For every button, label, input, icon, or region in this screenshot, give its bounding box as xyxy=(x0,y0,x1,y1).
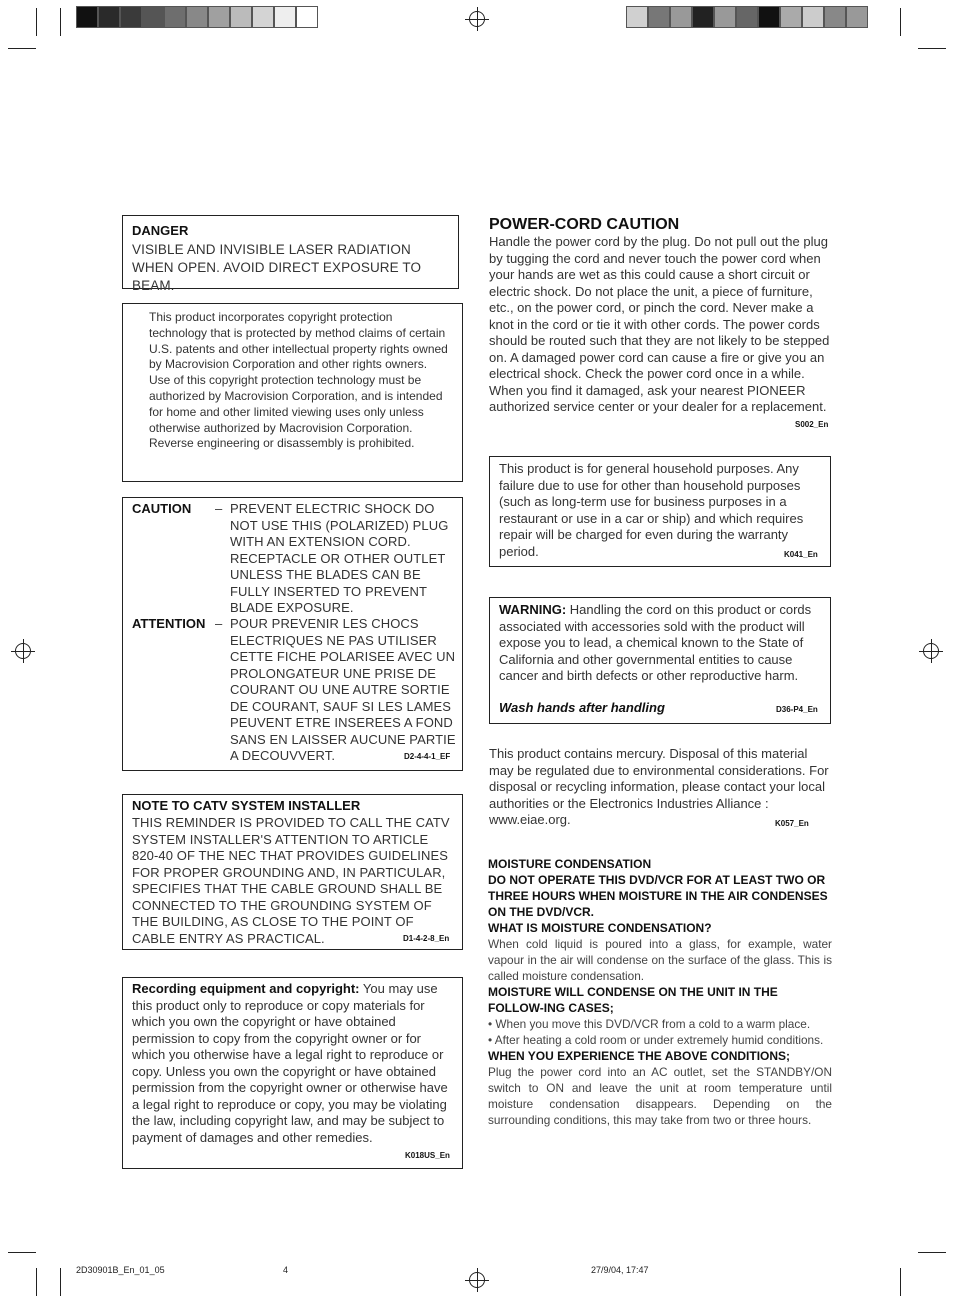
warning-paragraph xyxy=(499,602,824,685)
power-cord-code: S002_En xyxy=(795,420,829,429)
warning-text: Handling the cord on this product or cords associated with accessories sold with the product will expose you to lead, a chemical known to the State of California and other governmental entities to cause cancer and birth defects or other reproductive harm. xyxy=(499,602,812,683)
danger-title: DANGER xyxy=(132,223,189,238)
color-swatch xyxy=(780,6,802,28)
recording-text: You may use this product only to reproduce or copy materials for which you own the copyright or have obtained permission to copy from the copyright owner or for which you otherwise have a legal right to reproduce or copy. Unless you own the copyright or have obtained permission from the copyright owner or otherwise have a legal right to reproduce or copy, you may be violating the law, including copyright law, and may be subject to payment of damages and other remedies. xyxy=(132,981,448,1145)
color-swatch xyxy=(164,6,186,28)
moisture-exp-text: Plug the power cord into an AC outlet, set the STANDBY/ON switch to ON and leave the unit at room temperature until moisture condensation disappears. Depending on the surrounding conditions, this may take from two or three hours. xyxy=(488,1065,832,1127)
catv-box xyxy=(122,794,463,950)
crop-mark xyxy=(36,8,37,36)
moisture-title: MOISTURE CONDENSATION xyxy=(488,857,652,871)
color-swatch xyxy=(736,6,758,28)
household-text: This product is for general household purposes. Any failure due to use for other than household purposes (such as long-term use for business purposes in a restaurant or use in a car or ship) and which requires repair will be charged for even during the warranty period. xyxy=(499,461,804,559)
crop-mark xyxy=(900,8,901,36)
crop-mark xyxy=(900,1268,901,1296)
power-cord-title: POWER-CORD CAUTION xyxy=(489,216,680,233)
crop-mark xyxy=(8,1252,36,1253)
recording-code: K018US_En xyxy=(405,1151,450,1160)
recording-title: Recording equipment and copyright: xyxy=(132,981,360,996)
crop-mark xyxy=(60,1268,61,1296)
danger-text: VISIBLE AND INVISIBLE LASER RADIATION WHEN OPEN. AVOID DIRECT EXPOSURE TO BEAM. xyxy=(132,242,422,293)
catv-text: THIS REMINDER IS PROVIDED TO CALL THE CATV SYSTEM INSTALLER'S ATTENTION TO ARTICLE 820-40 OF THE NEC THAT PROVIDES GUIDELINES FOR PROPER GROUNDING AND, IN PARTICULAR, SPECIFIES THAT THE CABLE GROUND SHALL BE CONNECTED TO THE GROUNDING SYSTEM OF THE BUILDING, AS CLOSE TO THE POINT OF CABLE ENTRY AS PRACTICAL. xyxy=(132,815,450,946)
color-swatch xyxy=(692,6,714,28)
color-swatch xyxy=(76,6,98,28)
wash-hands: Wash hands after handling xyxy=(499,700,665,715)
recording-paragraph xyxy=(132,981,454,1146)
color-swatch xyxy=(846,6,868,28)
moisture-cases-title: MOISTURE WILL CONDENSE ON THE UNIT IN THE FOLLOW-ING CASES; xyxy=(488,985,778,1015)
color-swatch xyxy=(142,6,164,28)
color-swatch xyxy=(186,6,208,28)
footer-page: 4 xyxy=(283,1265,289,1275)
color-swatch xyxy=(758,6,780,28)
moisture-answer: When cold liquid is poured into a glass, for example, water vapour in the air will condense on the surface of the glass. This is called moisture condensation. xyxy=(488,937,832,983)
moisture-question: WHAT IS MOISTURE CONDENSATION? xyxy=(488,921,712,935)
color-swatch xyxy=(648,6,670,28)
mercury-text: This product contains mercury. Disposal of this material may be regulated due to environmental considerations. For disposal or recycling information, please contact your local authorities or the Electronics Industries Alliance : www.eiae.org. xyxy=(489,746,829,827)
color-swatch xyxy=(274,6,296,28)
danger-box xyxy=(122,215,459,293)
color-swatch xyxy=(98,6,120,28)
color-swatch xyxy=(296,6,318,28)
color-swatch xyxy=(714,6,736,28)
household-box xyxy=(489,456,831,567)
moisture-warning: DO NOT OPERATE THIS DVD/VCR FOR AT LEAST TWO OR THREE HOURS WHEN MOISTURE IN THE AIR CONDENSES ON THE DVD/VCR. xyxy=(488,873,828,919)
color-bar-right xyxy=(626,6,868,28)
footer-date: 27/9/04, 17:47 xyxy=(591,1265,649,1275)
attention-text: POUR PREVENIR LES CHOCS ELECTRIQUES NE PAS UTILISER CETTE FICHE POLARISEE AVEC UN PROLONGATEUR UNE PRISE DE COURANT OU UNE AUTRE SORTIE DE COURANT, SAUF SI LES LAMES PEUVENT ETRE INSEREES A FOND SANS EN LAISSER AUCUNE PARTIE A DECOUVVERT. xyxy=(230,616,456,763)
crop-mark xyxy=(918,1252,946,1253)
warning-title: WARNING: xyxy=(499,602,567,617)
warning-box xyxy=(489,597,831,724)
catv-code: D1-4-2-8_En xyxy=(403,934,450,943)
mercury-code: K057_En xyxy=(775,819,809,828)
warning-code: D36-P4_En xyxy=(776,705,818,714)
power-cord-text: Handle the power cord by the plug. Do not pull out the plug by tugging the cord and never touch the power cord when your hands are wet as this could cause a short circuit or electric shock. Do not place the unit, a piece of furniture, etc., on the power cord, or pinch the cord. Never make a knot in the cord or tie it with other cords. The power cords should be routed such that they are not likely to be stepped on. A damaged power cord can cause a fire or give you an electrical shock. Check the power cord once in a while. When you find it damaged, ask your nearest PIONEER authorized service center or your dealer for a replacement. xyxy=(489,234,830,414)
crop-mark xyxy=(8,48,36,49)
registration-mark-icon xyxy=(469,1272,485,1288)
macrovision-box xyxy=(122,303,463,482)
crop-mark xyxy=(918,48,946,49)
moisture-exp-title: WHEN YOU EXPERIENCE THE ABOVE CONDITIONS; xyxy=(488,1049,791,1063)
crop-mark xyxy=(60,8,61,36)
registration-mark-icon xyxy=(469,11,485,27)
moisture-section xyxy=(488,856,832,1128)
moisture-case-1: • When you move this DVD/VCR from a cold to a warm place. xyxy=(488,1017,811,1031)
registration-mark-icon xyxy=(15,643,31,659)
registration-mark-icon xyxy=(923,643,939,659)
catv-title: NOTE TO CATV SYSTEM INSTALLER xyxy=(132,798,361,813)
caution-label: CAUTION xyxy=(132,501,192,516)
caution-text: PREVENT ELECTRIC SHOCK DO NOT USE THIS (POLARIZED) PLUG WITH AN EXTENSION CORD. RECEPTACLE OR OTHER OUTLET UNLESS THE BLADES CAN BE FULLY INSERTED TO PREVENT BLADE EXPOSURE. xyxy=(230,501,449,615)
color-bar-left xyxy=(76,6,318,28)
color-swatch xyxy=(230,6,252,28)
color-swatch xyxy=(824,6,846,28)
household-code: K041_En xyxy=(784,550,818,559)
color-swatch xyxy=(208,6,230,28)
caution-box xyxy=(122,497,463,771)
caution-dash: – xyxy=(215,501,223,516)
macrovision-text: This product incorporates copyright protection technology that is protected by method claims of certain U.S. patents and other intellectual property rights owned by Macrovision Corporation and other rights owners. Use of this copyright protection technology must be authorized by Macrovision Corporation, and is intended for home and other limited viewing uses only unless otherwise authorized by Macrovision Corporation. Reverse engineering or disassembly is prohibited. xyxy=(149,310,448,451)
color-swatch xyxy=(252,6,274,28)
color-swatch xyxy=(670,6,692,28)
attention-label: ATTENTION xyxy=(132,616,206,631)
crop-mark xyxy=(36,1268,37,1296)
color-swatch xyxy=(626,6,648,28)
footer-file: 2D30901B_En_01_05 xyxy=(76,1265,165,1275)
moisture-case-2: • After heating a cold room or under extremely humid conditions. xyxy=(488,1033,824,1047)
attention-dash: – xyxy=(215,616,223,631)
color-swatch xyxy=(120,6,142,28)
recording-box xyxy=(122,977,463,1169)
color-swatch xyxy=(802,6,824,28)
caution-code: D2-4-4-1_EF xyxy=(404,752,451,761)
